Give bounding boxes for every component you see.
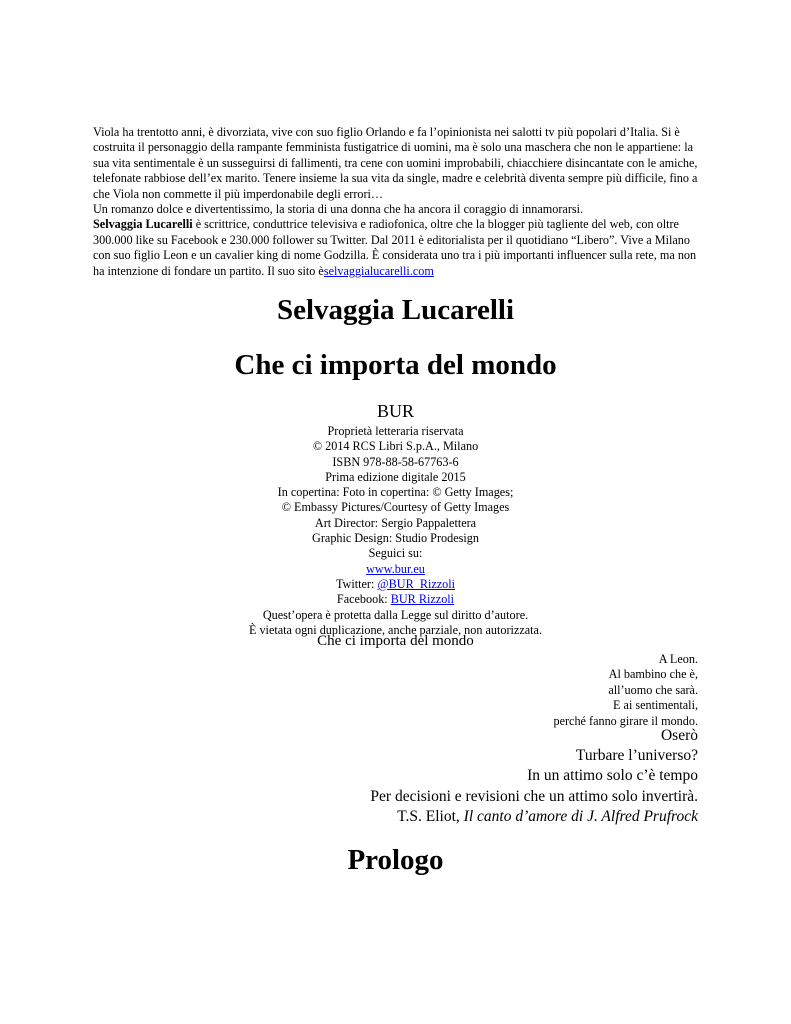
edition-line: Prima edizione digitale 2015 [325, 469, 466, 484]
publisher-name: BUR [376, 401, 414, 421]
author-heading: Selvaggia Lucarelli [276, 294, 515, 326]
dedication-line: perché fanno girare il mondo. [553, 713, 698, 728]
dedication-line: all’uomo che sarà. [608, 682, 698, 697]
author-bio [93, 217, 703, 279]
rights-line: Proprietà letteraria riservata [327, 424, 464, 438]
back-cover-blurb [93, 125, 703, 279]
twitter-link[interactable]: @BUR_Rizzoli [377, 576, 456, 591]
dedication-line: E ai sentimentali, [613, 698, 698, 713]
copyright-line: © 2014 RCS Libri S.p.A., Milano [312, 439, 479, 454]
author-bio-text: è scrittrice, conduttrice televisiva e radiofonica, oltre che la blogger più tagliente del web, con oltre 300.000 like su Facebook e 230.000 follower su Twitter. Dal 2011 è editorialista per il quotidiano “Libero”. Vive a Milano con suo figlio Leon e un cavalier king di nome Godzilla. È considerata uno tra i più importanti influencer sulla rete, ma non ha intenzione di fondare un partito. Il suo sito è [93, 217, 697, 278]
title-repeat: Che ci importa del mondo [317, 633, 474, 649]
copyright-law-line: Quest’opera è protetta dalla Legge sul diritto d’autore. [262, 607, 529, 622]
dedication-line: Al bambino che è, [608, 667, 698, 682]
blurb-paragraph-summary: Un romanzo dolce e divertentissimo, la storia di una donna che ha ancora il coraggio di innamorarsi. [93, 202, 584, 217]
twitter-label: Twitter: [335, 576, 378, 591]
cover-photo-credit-line: © Embassy Pictures/Courtesy of Getty Images [281, 500, 510, 515]
facebook-link[interactable]: BUR Rizzoli [390, 592, 455, 607]
prologue-heading: Prologo [347, 844, 444, 876]
dedication-line: A Leon. [658, 652, 698, 666]
twitter-line [0, 577, 791, 592]
attribution-author: T.S. Eliot, [397, 807, 464, 825]
epigraph-line: Oserò [660, 727, 698, 744]
graphic-design-line: Graphic Design: Studio Prodesign [312, 531, 479, 546]
facebook-line [0, 592, 791, 607]
art-director-line: Art Director: Sergio Pappalettera [314, 515, 477, 530]
epigraph [370, 726, 698, 827]
author-bio-name: Selvaggia Lucarelli [93, 217, 193, 232]
book-title-heading: Che ci importa del mondo [234, 349, 557, 381]
epigraph-line: In un attimo solo c’è tempo [527, 767, 698, 785]
author-site-link[interactable]: selvaggialucarelli.com [323, 263, 434, 278]
epigraph-attribution [370, 807, 698, 827]
attribution-work: Il canto d’amore di J. Alfred Prufrock [463, 807, 698, 825]
no-duplication-line: È vietata ogni duplicazione, anche parziale, non autorizzata. [248, 622, 543, 637]
epigraph-line: Per decisioni e revisioni che un attimo solo invertirà. [370, 787, 698, 805]
epigraph-line: Turbare l’universo? [575, 747, 698, 765]
website-link[interactable]: www.bur.eu [366, 561, 425, 576]
facebook-label: Facebook: [336, 592, 391, 607]
cover-photo-line: In copertina: Foto in copertina: © Getty Images; [277, 485, 514, 500]
copyright-credits [0, 424, 791, 638]
dedication [553, 652, 698, 729]
isbn-line: ISBN 978-88-58-67763-6 [332, 454, 459, 469]
follow-us-label: Seguici su: [368, 546, 423, 561]
website-line [0, 562, 791, 577]
blurb-paragraph-plot: Viola ha trentotto anni, è divorziata, vive con suo figlio Orlando e fa l’opinionista nei salotti tv più popolari d’Italia. Si è costruita il personaggio della rampante femminista fustigatrice di uomini, ma è solo una maschera che non le appartiene: la sua vita sentimentale è un susseguirsi di fallimenti, tra cene con uomini improbabili, chiacchiere disincantate con le amiche, telefonate rabbiose dell’ex marito. Tenere insieme la sua vita da single, madre e celebrità diventa sempre più difficile, fino a che Viola non commette il più imperdonabile degli errori… [93, 125, 698, 201]
